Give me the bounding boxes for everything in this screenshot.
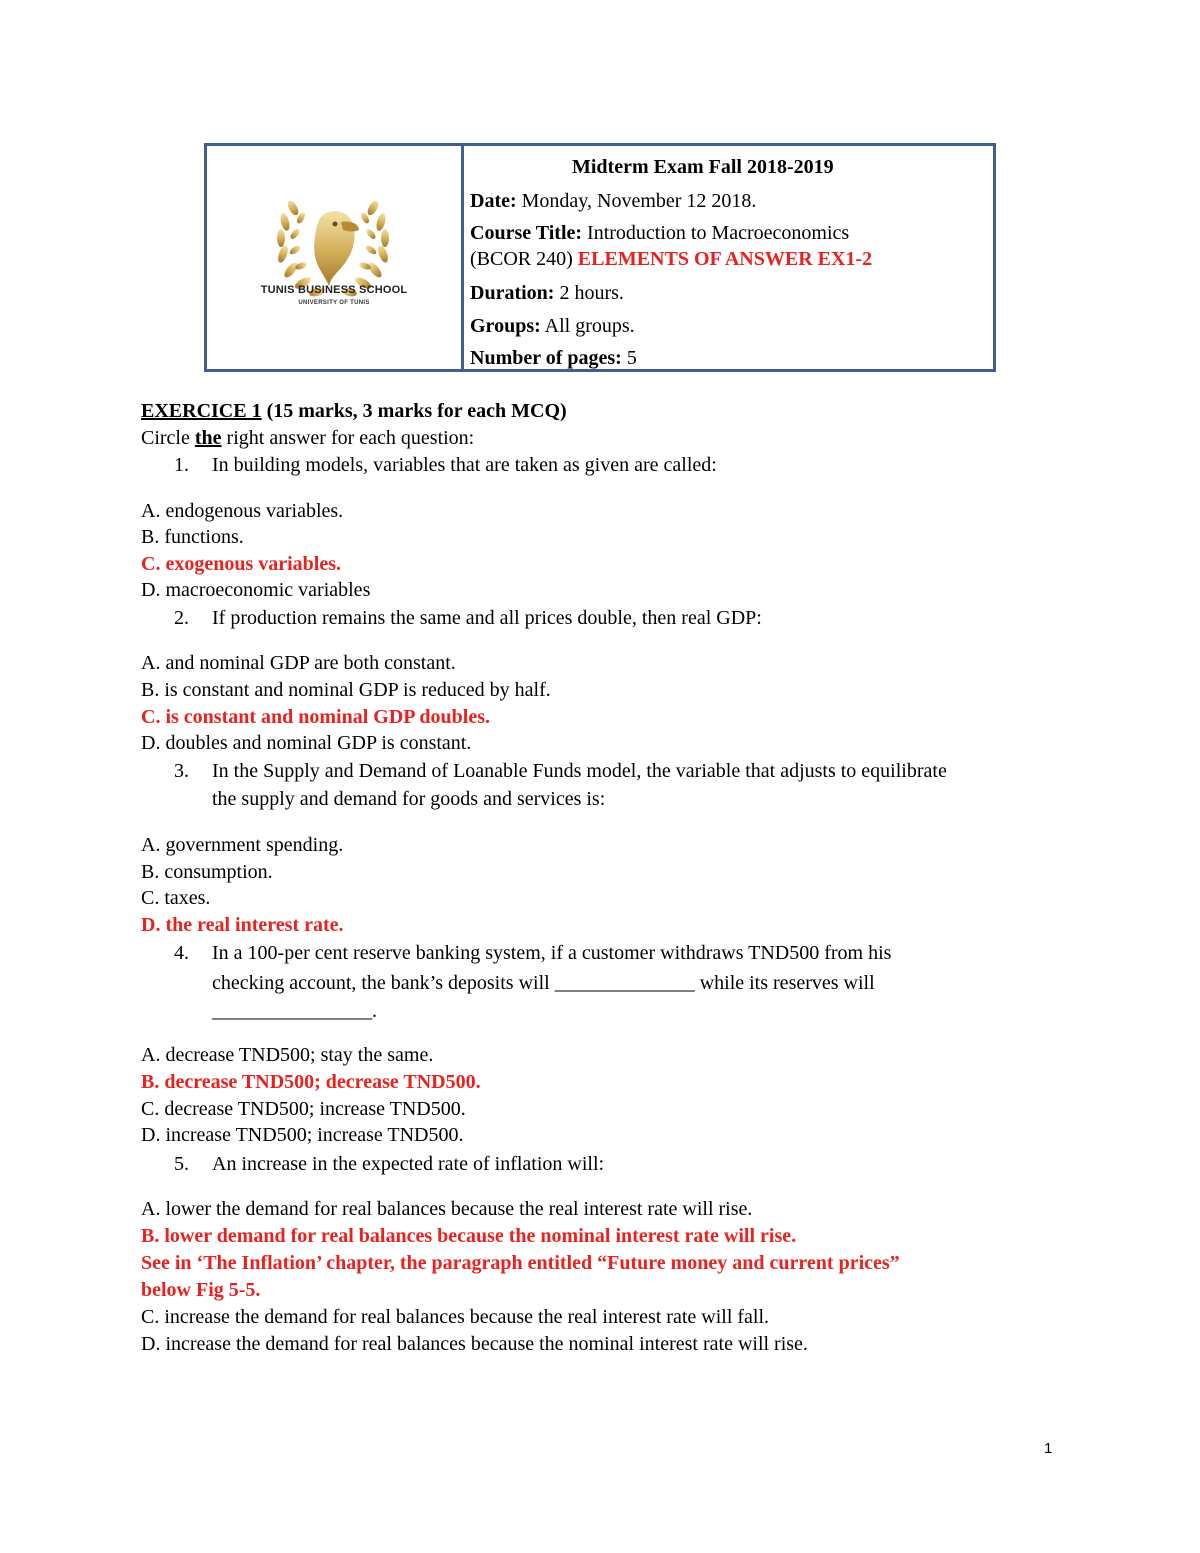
- option-3c: C. taxes.: [141, 887, 211, 909]
- instruction-pre: Circle: [141, 427, 195, 449]
- question-text: If production remains the same and all prices double, then real GDP:: [212, 607, 762, 629]
- question-text: In building models, variables that are taken as given are called:: [212, 454, 717, 476]
- option-3b: B. consumption.: [141, 861, 273, 883]
- question-number: 2.: [174, 607, 189, 629]
- page-number: 1: [1044, 1440, 1053, 1457]
- answer-note-line2: below Fig 5-5.: [141, 1279, 261, 1301]
- exam-title: Midterm Exam Fall 2018-2019: [572, 156, 834, 178]
- option-5c: C. increase the demand for real balances because the real interest rate will fall.: [141, 1306, 770, 1328]
- option-3a: A. government spending.: [141, 834, 344, 856]
- option-1a: A. endogenous variables.: [141, 500, 344, 522]
- question-text-line2: checking account, the bank’s deposits will ______________ while its reserves will: [212, 972, 875, 994]
- question-number: 3.: [174, 760, 189, 782]
- exam-groups: [470, 313, 635, 339]
- pages-value: 5: [621, 347, 637, 369]
- course-title: [470, 220, 849, 246]
- option-2a: A. and nominal GDP are both constant.: [141, 652, 456, 674]
- question-number: 1.: [174, 454, 189, 476]
- answer-note-line1: See in ‘The Inflation’ chapter, the paragraph entitled “Future money and current prices”: [141, 1252, 900, 1274]
- question-number: 4.: [174, 942, 189, 964]
- instruction-the: the: [194, 427, 222, 449]
- option-5d: D. increase the demand for real balances because the nominal interest rate will rise.: [141, 1333, 808, 1355]
- option-4a: A. decrease TND500; stay the same.: [141, 1044, 434, 1066]
- question-text-line2: the supply and demand for goods and services is:: [212, 788, 606, 810]
- exam-date: [470, 188, 756, 214]
- pages-label: Number of pages:: [470, 347, 622, 369]
- date-label: Date:: [470, 190, 517, 212]
- exercise-marks: (15 marks, 3 marks for each MCQ): [261, 400, 567, 422]
- option-5a: A. lower the demand for real balances because the real interest rate will rise.: [141, 1198, 753, 1220]
- question-text: An increase in the expected rate of inflation will:: [212, 1153, 605, 1175]
- exam-duration: [470, 280, 624, 306]
- option-4b-correct: B. decrease TND500; decrease TND500.: [141, 1071, 481, 1093]
- answer-note: ELEMENTS OF ANSWER EX1-2: [577, 248, 873, 270]
- exercise-instruction: [141, 425, 474, 451]
- instruction-post: right answer for each question:: [221, 427, 475, 449]
- groups-value: All groups.: [540, 315, 635, 337]
- groups-label: Groups:: [470, 315, 541, 337]
- duration-value: 2 hours.: [554, 282, 624, 304]
- date-value: Monday, November 12 2018.: [516, 190, 757, 212]
- question-text-line1: In the Supply and Demand of Loanable Funds model, the variable that adjusts to equilibrate: [212, 760, 947, 782]
- option-2d: D. doubles and nominal GDP is constant.: [141, 732, 472, 754]
- exercise-title: EXERCICE 1: [141, 400, 262, 422]
- option-2c-correct: C. is constant and nominal GDP doubles.: [141, 706, 490, 728]
- question-text-line1: In a 100-per cent reserve banking system, if a customer withdraws TND500 from his: [212, 942, 892, 964]
- option-1d: D. macroeconomic variables: [141, 579, 371, 601]
- option-3d-correct: D. the real interest rate.: [141, 914, 344, 936]
- question-text-line3: ________________.: [212, 1000, 377, 1022]
- logo-university-name: UNIVERSITY OF TUNIS: [298, 300, 370, 306]
- logo-school-name: TUNIS BUSINESS SCHOOL: [260, 284, 408, 296]
- option-5b-correct: B. lower demand for real balances because the nominal interest rate will rise.: [141, 1225, 797, 1247]
- question-number: 5.: [174, 1153, 189, 1175]
- course-value: Introduction to Macroeconomics: [582, 222, 850, 244]
- duration-label: Duration:: [470, 282, 555, 304]
- option-1b: B. functions.: [141, 526, 244, 548]
- exam-pages: [470, 345, 637, 371]
- option-4c: C. decrease TND500; increase TND500.: [141, 1098, 466, 1120]
- course-code-line: [470, 246, 872, 272]
- option-4d: D. increase TND500; increase TND500.: [141, 1124, 464, 1146]
- option-1c-correct: C. exogenous variables.: [141, 553, 341, 575]
- logo-cell: [207, 146, 464, 369]
- exercise-heading: [141, 398, 567, 424]
- course-code: (BCOR 240): [470, 248, 578, 270]
- option-2b: B. is constant and nominal GDP is reduced by half.: [141, 679, 551, 701]
- course-label: Course Title:: [470, 222, 583, 244]
